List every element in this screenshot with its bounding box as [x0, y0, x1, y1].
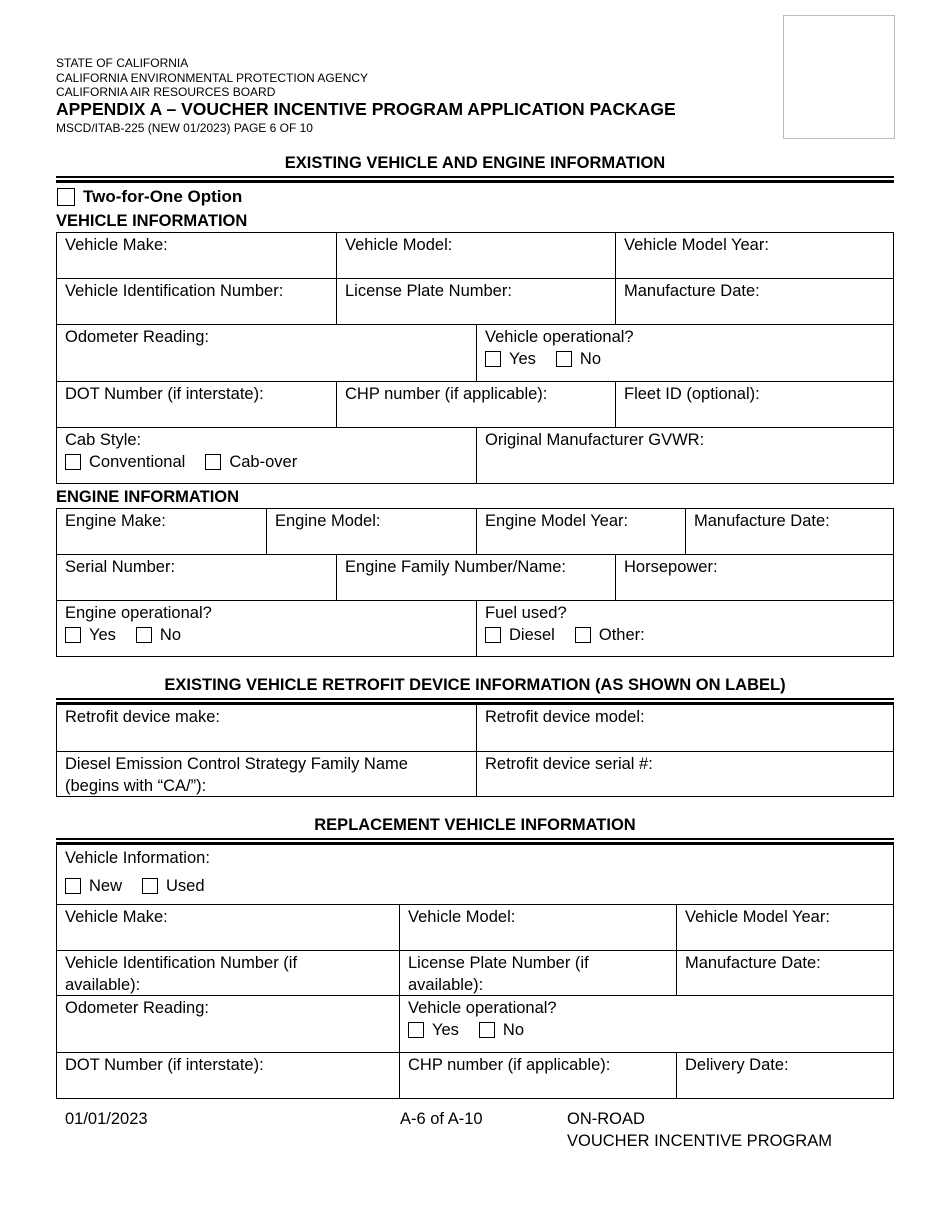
vehicle-model-year-label: Vehicle Model Year:	[624, 236, 769, 254]
engine-make-label: Engine Make:	[65, 512, 166, 530]
new-label: New	[89, 877, 123, 895]
two-for-one-label: Two-for-One Option	[83, 187, 243, 206]
two-for-one-option[interactable]	[57, 186, 242, 208]
fuel-used-field	[476, 601, 893, 656]
replacement-plate-label-line1: License Plate Number (if	[408, 954, 589, 972]
replacement-dot-number-label: DOT Number (if interstate):	[65, 1056, 264, 1074]
fleet-id-label: Fleet ID (optional):	[624, 385, 760, 403]
replacement-table	[56, 845, 894, 1099]
decs-family-label-line1: Diesel Emission Control Strategy Family Name	[65, 755, 408, 773]
replacement-manufacture-date-field[interactable]	[676, 951, 893, 995]
existing-section-title: EXISTING VEHICLE AND ENGINE INFORMATION	[284, 154, 666, 172]
section-rule-thin	[56, 698, 894, 700]
engine-manufacture-date-label: Manufacture Date:	[694, 512, 830, 530]
delivery-date-field[interactable]	[676, 1053, 893, 1098]
vin-field[interactable]	[57, 279, 336, 324]
diesel-checkbox[interactable]	[485, 627, 501, 643]
engine-info-table	[56, 508, 894, 657]
vehicle-operational-label: Vehicle operational?	[485, 328, 634, 346]
engine-model-label: Engine Model:	[275, 512, 381, 530]
replacement-manufacture-date-label: Manufacture Date:	[685, 954, 821, 972]
replacement-vin-label-line1: Vehicle Identification Number (if	[65, 954, 298, 972]
retrofit-make-field[interactable]	[57, 705, 476, 751]
page-title: APPENDIX A – VOUCHER INCENTIVE PROGRAM APPLICATION PACKAGE	[56, 99, 676, 119]
vehicle-make-label: Vehicle Make:	[65, 236, 168, 254]
engine-info-title: ENGINE INFORMATION	[56, 488, 240, 506]
used-label: Used	[166, 877, 205, 895]
license-plate-field[interactable]	[336, 279, 615, 324]
odometer-field[interactable]	[57, 325, 476, 381]
gvwr-field[interactable]	[476, 428, 893, 483]
cab-style-field	[57, 428, 476, 483]
dot-number-label: DOT Number (if interstate):	[65, 385, 264, 403]
replacement-plate-field[interactable]	[399, 951, 676, 995]
horsepower-label: Horsepower:	[624, 558, 718, 576]
vehicle-model-year-field[interactable]	[615, 233, 893, 278]
conventional-checkbox[interactable]	[65, 454, 81, 470]
agency-line: CALIFORNIA ENVIRONMENTAL PROTECTION AGENCY	[56, 70, 369, 85]
state-line: STATE OF CALIFORNIA	[56, 56, 189, 70]
replacement-chp-number-field[interactable]	[399, 1053, 676, 1098]
replacement-operational-label: Vehicle operational?	[408, 999, 557, 1017]
stamp-box	[783, 15, 895, 139]
fuel-used-label: Fuel used?	[485, 604, 567, 622]
footer-program	[567, 1108, 832, 1152]
cab-over-label: Cab-over	[229, 453, 298, 471]
retrofit-model-label: Retrofit device model:	[485, 708, 645, 726]
vehicle-make-field[interactable]	[57, 233, 336, 278]
no-label: No	[579, 350, 602, 368]
retrofit-section-title: EXISTING VEHICLE RETROFIT DEVICE INFORMATION (AS SHOWN ON LABEL)	[164, 676, 786, 694]
vehicle-operational-yes-checkbox[interactable]	[485, 351, 501, 367]
vehicle-info-table	[56, 232, 894, 484]
engine-manufacture-date-field[interactable]	[685, 509, 893, 554]
used-checkbox[interactable]	[142, 878, 158, 894]
vehicle-operational-no-checkbox[interactable]	[556, 351, 572, 367]
conventional-label: Conventional	[89, 453, 186, 471]
new-checkbox[interactable]	[65, 878, 81, 894]
footer-program-line1: ON-ROAD	[567, 1110, 645, 1128]
replacement-vin-label-line2: available):	[65, 976, 141, 994]
diesel-label: Diesel	[509, 626, 555, 644]
retrofit-make-label: Retrofit device make:	[65, 708, 220, 726]
engine-model-year-field[interactable]	[476, 509, 685, 554]
odometer-label: Odometer Reading:	[65, 328, 209, 346]
cab-over-checkbox[interactable]	[205, 454, 221, 470]
cab-style-label: Cab Style:	[65, 431, 142, 449]
engine-operational-no-checkbox[interactable]	[136, 627, 152, 643]
replacement-vehicle-model-year-field[interactable]	[676, 905, 893, 950]
replacement-vehicle-model-field[interactable]	[399, 905, 676, 950]
vehicle-condition-field	[57, 845, 893, 904]
section-rule-thin	[56, 838, 894, 840]
vehicle-model-field[interactable]	[336, 233, 615, 278]
footer-date: 01/01/2023	[65, 1110, 148, 1128]
replacement-vin-field[interactable]	[57, 951, 399, 995]
agency-header	[56, 56, 368, 100]
vehicle-operational-field	[476, 325, 893, 381]
vehicle-condition-label: Vehicle Information:	[65, 849, 210, 867]
section-rule-thin	[56, 176, 894, 178]
engine-operational-label: Engine operational?	[65, 604, 212, 622]
replacement-operational-field	[399, 996, 893, 1052]
no-label: No	[502, 1021, 525, 1039]
no-label: No	[159, 626, 182, 644]
yes-label: Yes	[509, 350, 536, 368]
engine-operational-yes-checkbox[interactable]	[65, 627, 81, 643]
replacement-vehicle-make-field[interactable]	[57, 905, 399, 950]
chp-number-field[interactable]	[336, 382, 615, 427]
form-id: MSCD/ITAB-225 (NEW 01/2023) PAGE 6 OF 10	[56, 121, 313, 135]
replacement-section-title: REPLACEMENT VEHICLE INFORMATION	[314, 816, 636, 834]
footer-page-number: A-6 of A-10	[400, 1110, 483, 1128]
replacement-plate-label-line2: available):	[408, 976, 484, 994]
dot-number-field[interactable]	[57, 382, 336, 427]
board-line: CALIFORNIA AIR RESOURCES BOARD	[56, 85, 276, 99]
replacement-operational-yes-checkbox[interactable]	[408, 1022, 424, 1038]
replacement-dot-number-field[interactable]	[57, 1053, 399, 1098]
replacement-vehicle-model-label: Vehicle Model:	[408, 908, 516, 926]
gvwr-label: Original Manufacturer GVWR:	[485, 431, 705, 449]
engine-family-label: Engine Family Number/Name:	[345, 558, 566, 576]
retrofit-serial-label: Retrofit device serial #:	[485, 755, 653, 773]
engine-model-field[interactable]	[266, 509, 476, 554]
engine-model-year-label: Engine Model Year:	[485, 512, 629, 530]
replacement-vehicle-make-label: Vehicle Make:	[65, 908, 168, 926]
replacement-operational-no-checkbox[interactable]	[479, 1022, 495, 1038]
replacement-vehicle-model-year-label: Vehicle Model Year:	[685, 908, 830, 926]
section-rule-thick	[56, 180, 894, 183]
retrofit-serial-field[interactable]	[476, 752, 893, 796]
engine-make-field[interactable]	[57, 509, 266, 554]
yes-label: Yes	[432, 1021, 459, 1039]
manufacture-date-label: Manufacture Date:	[624, 282, 760, 300]
other-fuel-checkbox[interactable]	[575, 627, 591, 643]
manufacture-date-field[interactable]	[615, 279, 893, 324]
retrofit-table	[56, 705, 894, 797]
vehicle-model-label: Vehicle Model:	[345, 236, 453, 254]
vehicle-info-title: VEHICLE INFORMATION	[56, 212, 248, 230]
license-plate-label: License Plate Number:	[345, 282, 512, 300]
engine-family-field[interactable]	[336, 555, 615, 600]
replacement-odometer-field[interactable]	[57, 996, 399, 1052]
footer-program-line2: VOUCHER INCENTIVE PROGRAM	[567, 1132, 832, 1150]
replacement-chp-number-label: CHP number (if applicable):	[408, 1056, 611, 1074]
chp-number-label: CHP number (if applicable):	[345, 385, 548, 403]
decs-family-field[interactable]	[57, 752, 476, 796]
serial-number-label: Serial Number:	[65, 558, 176, 576]
replacement-odometer-label: Odometer Reading:	[65, 999, 209, 1017]
fleet-id-field[interactable]	[615, 382, 893, 427]
two-for-one-checkbox[interactable]	[57, 188, 75, 206]
other-fuel-label: Other:	[598, 626, 645, 644]
delivery-date-label: Delivery Date:	[685, 1056, 789, 1074]
serial-number-field[interactable]	[57, 555, 336, 600]
vin-label: Vehicle Identification Number:	[65, 282, 284, 300]
engine-operational-field	[57, 601, 476, 656]
horsepower-field[interactable]	[615, 555, 893, 600]
decs-family-label-line2: (begins with “CA/”):	[65, 777, 207, 795]
retrofit-model-field[interactable]	[476, 705, 893, 751]
yes-label: Yes	[89, 626, 116, 644]
